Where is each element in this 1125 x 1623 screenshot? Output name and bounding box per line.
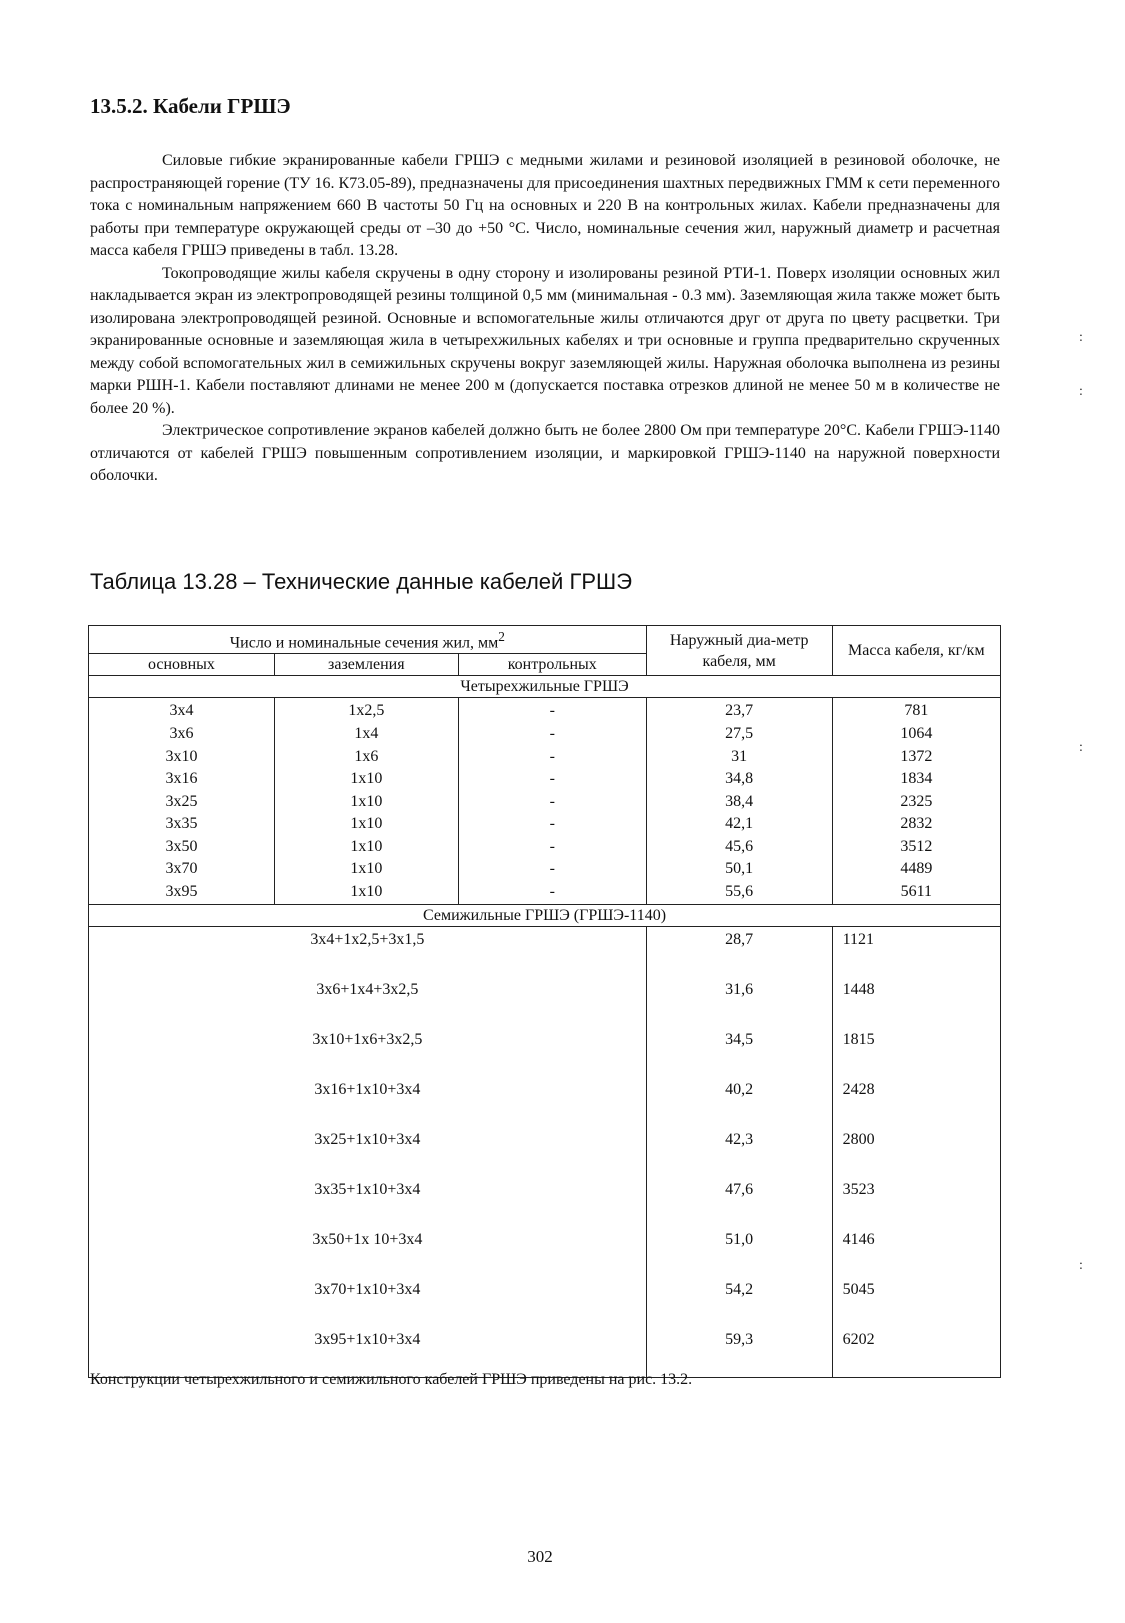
cell-composition: 3x16+1x10+3x4 <box>89 1077 647 1127</box>
cell-ground-core: 1x10 <box>274 813 458 836</box>
cell-mass: 781 <box>832 698 1000 723</box>
cell-control-cores: - <box>458 791 646 814</box>
cell-control-cores: - <box>458 746 646 769</box>
cell-mass: 5611 <box>832 881 1000 904</box>
cell-ground-core: 1x10 <box>274 881 458 904</box>
cell-composition: 3x95+1x10+3x4 <box>89 1327 647 1378</box>
cell-diameter: 34,5 <box>646 1027 832 1077</box>
page-number: 302 <box>527 1547 553 1566</box>
header-mass: Масса кабеля, кг/км <box>832 626 1000 676</box>
scan-artifact: : <box>1079 1258 1083 1273</box>
cell-composition: 3x4+1x2,5+3x1,5 <box>89 926 647 977</box>
cell-main-cores: 3x25 <box>89 791 275 814</box>
cell-diameter: 42,3 <box>646 1127 832 1177</box>
cell-ground-core: 1x4 <box>274 723 458 746</box>
cell-ground-core: 1x2,5 <box>274 698 458 723</box>
cell-control-cores: - <box>458 813 646 836</box>
cell-control-cores: - <box>458 723 646 746</box>
cell-composition: 3x50+1x 10+3x4 <box>89 1227 647 1277</box>
cable-data-table <box>88 625 1001 1378</box>
cell-mass: 1834 <box>832 768 1000 791</box>
header-ground-core: заземления <box>274 654 458 676</box>
cell-diameter: 31 <box>646 746 832 769</box>
cell-diameter: 50,1 <box>646 858 832 881</box>
cell-mass: 2325 <box>832 791 1000 814</box>
cell-mass: 1448 <box>832 977 1000 1027</box>
cell-composition: 3x35+1x10+3x4 <box>89 1177 647 1227</box>
cell-diameter: 47,6 <box>646 1177 832 1227</box>
cell-diameter: 31,6 <box>646 977 832 1027</box>
cell-diameter: 59,3 <box>646 1327 832 1378</box>
cell-ground-core: 1x10 <box>274 836 458 859</box>
cell-mass: 5045 <box>832 1277 1000 1327</box>
table-row <box>89 1277 1001 1327</box>
cell-ground-core: 1x10 <box>274 791 458 814</box>
cell-mass: 4489 <box>832 858 1000 881</box>
table-row <box>89 858 1001 881</box>
cell-diameter: 42,1 <box>646 813 832 836</box>
cell-main-cores: 3x35 <box>89 813 275 836</box>
cell-composition: 3x6+1x4+3x2,5 <box>89 977 647 1027</box>
cell-control-cores: - <box>458 836 646 859</box>
table-row <box>89 768 1001 791</box>
cell-main-cores: 3x95 <box>89 881 275 904</box>
cell-main-cores: 3x4 <box>89 698 275 723</box>
cell-mass: 6202 <box>832 1327 1000 1378</box>
table-row <box>89 1177 1001 1227</box>
table-row <box>89 698 1001 723</box>
cell-diameter: 45,6 <box>646 836 832 859</box>
header-group-cores: Число и номинальные сечения жил, $мм^2$ <box>89 626 647 654</box>
cell-mass: 1815 <box>832 1027 1000 1077</box>
paragraph: Силовые гибкие экранированные кабели ГРШЭ с медными жилами и резиновой изоляцией в резиновой оболочке, не распространяющей горение (ТУ 16. К73.05-89), предназначены для присоединения шахтных передвижных ГММ к сети переменного тока с номинальным напряжением 660 В частоты 50 Гц на основных и 220 В на контрольных жилах. Кабели предназначены для работы при температуре окружающей среды от –30 до +50 °С. Число, номинальные сечения жил, наружный диаметр и расчетная масса кабеля ГРШЭ приведены в табл. 13.28. <box>90 152 1000 259</box>
cell-diameter: 34,8 <box>646 768 832 791</box>
cell-main-cores: 3x50 <box>89 836 275 859</box>
cell-ground-core: 1x10 <box>274 858 458 881</box>
cell-diameter: 54,2 <box>646 1277 832 1327</box>
table-row <box>89 881 1001 904</box>
cell-ground-core: 1x10 <box>274 768 458 791</box>
section-four-core: Четырехжильные ГРШЭ <box>89 676 1001 698</box>
cell-control-cores: - <box>458 858 646 881</box>
cell-main-cores: 3x70 <box>89 858 275 881</box>
table-row <box>89 1027 1001 1077</box>
cell-diameter: 27,5 <box>646 723 832 746</box>
footer-text: Конструкции четырехжильного и семижильного кабелей ГРШЭ приведены на рис. 13.2. <box>90 1371 693 1388</box>
scan-artifact: : <box>1079 330 1083 345</box>
table-row <box>89 926 1001 977</box>
table-row <box>89 746 1001 769</box>
header-control-cores: контрольных <box>458 654 646 676</box>
table-row <box>89 791 1001 814</box>
table-row <box>89 813 1001 836</box>
table-row <box>89 977 1001 1027</box>
section-heading: 13.5.2. Кабели ГРШЭ <box>90 94 291 118</box>
cell-mass: 1064 <box>832 723 1000 746</box>
cell-diameter: 28,7 <box>646 926 832 977</box>
cell-mass: 2800 <box>832 1127 1000 1177</box>
cell-diameter: 23,7 <box>646 698 832 723</box>
cell-main-cores: 3x16 <box>89 768 275 791</box>
cell-main-cores: 3x6 <box>89 723 275 746</box>
cell-mass: 1372 <box>832 746 1000 769</box>
cell-composition: 3x10+1x6+3x2,5 <box>89 1027 647 1077</box>
cell-mass: 2428 <box>832 1077 1000 1127</box>
section-seven-core: Семижильные ГРШЭ (ГРШЭ-1140) <box>89 904 1001 926</box>
table-row <box>89 836 1001 859</box>
paragraph: Токопроводящие жилы кабеля скручены в одну сторону и изолированы резиной РТИ-1. Поверх изоляции основных жил накладывается экран из электропроводящей резины толщиной 0,5 мм (минимальная - 0.3 мм). Заземляющая жила также может быть изолирована электропроводящей резиной. Основные и вспомогательные жилы отличаются друг от друга по цвету расцветки. Три экранированные основные и заземляющая жила в четырехжильных кабелях и три основные и группа предварительно скрученных между собой вспомогательных жил в семижильных скручены вокруг заземляющей жилы. Наружная оболочка выполнена из резины марки РШН-1. Кабели поставляют длинами не менее 200 м (допускается поставка отрезков длиной не менее 50 м в количестве не более 20 %). <box>90 264 1000 417</box>
table-row <box>89 1327 1001 1378</box>
paragraph: Электрическое сопротивление экранов кабелей должно быть не более 2800 Ом при температуре 20°С. Кабели ГРШЭ-1140 отличаются от кабелей ГРШЭ повышенным сопротивлением изоляции, и маркировкой ГРШЭ-1140 на наружной поверхности оболочки. <box>90 422 1000 484</box>
table-row <box>89 723 1001 746</box>
table-caption: Таблица 13.28 – Технические данные кабелей ГРШЭ <box>90 569 633 594</box>
cell-control-cores: - <box>458 698 646 723</box>
cell-mass: 4146 <box>832 1227 1000 1277</box>
cell-main-cores: 3x10 <box>89 746 275 769</box>
cell-control-cores: - <box>458 881 646 904</box>
header-diameter: Наружный диа-метр кабеля, мм <box>646 626 832 676</box>
cell-ground-core: 1x6 <box>274 746 458 769</box>
cell-control-cores: - <box>458 768 646 791</box>
cell-composition: 3x25+1x10+3x4 <box>89 1127 647 1177</box>
cell-composition: 3x70+1x10+3x4 <box>89 1277 647 1327</box>
scan-artifact: : <box>1079 740 1083 755</box>
table-row <box>89 1127 1001 1177</box>
cell-mass: 3512 <box>832 836 1000 859</box>
cell-mass: 3523 <box>832 1177 1000 1227</box>
cell-diameter: 40,2 <box>646 1077 832 1127</box>
cell-mass: 2832 <box>832 813 1000 836</box>
body-text <box>90 150 1000 488</box>
cell-diameter: 55,6 <box>646 881 832 904</box>
table-row <box>89 1227 1001 1277</box>
cell-diameter: 38,4 <box>646 791 832 814</box>
cell-diameter: 51,0 <box>646 1227 832 1277</box>
cell-mass: 1121 <box>832 926 1000 977</box>
scan-artifact: : <box>1079 384 1083 399</box>
header-main-cores: основных <box>89 654 275 676</box>
table-row <box>89 1077 1001 1127</box>
